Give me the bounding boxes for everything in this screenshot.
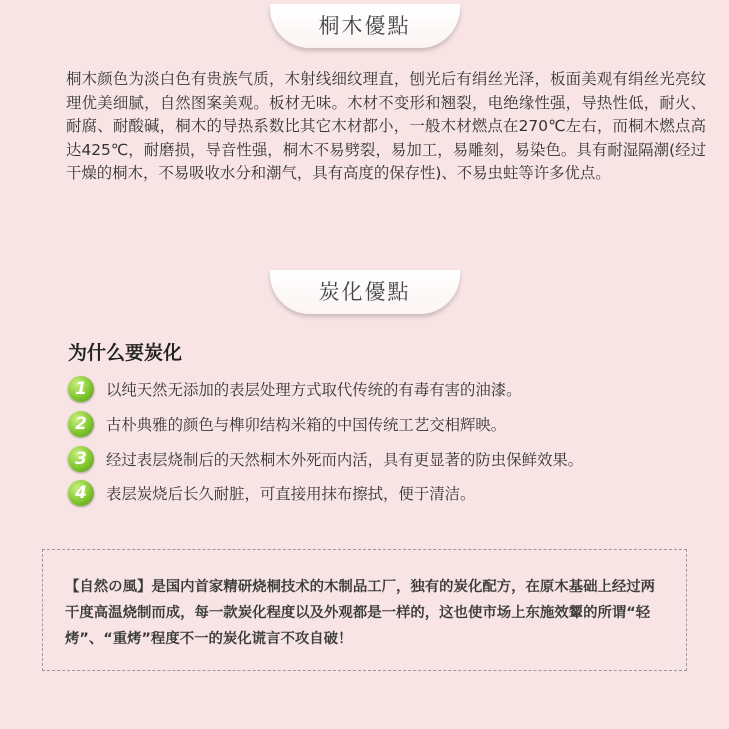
- section-header-carbonization: [270, 270, 460, 314]
- number-badge-icon: 3: [68, 446, 94, 472]
- why-carbonize-heading: 为什么要炭化: [68, 342, 183, 364]
- list-item-text: 表层炭烧后长久耐脏，可直接用抹布擦拭，便于清洁。: [106, 485, 476, 503]
- list-item: [68, 478, 475, 508]
- brand-notice-text: 【自然の風】是国内首家精研烧桐技术的木制品工厂，独有的炭化配方，在原木基础上经过两干度高温烧制而成，每一款炭化程度以及外观都是一样的，这也使市场上东施效颦的所谓“轻烤”、“重烤”程度不一的炭化谎言不攻自破！: [65, 579, 656, 647]
- list-item: [68, 444, 583, 474]
- brand-notice-box: [42, 549, 687, 671]
- number-badge-icon: 2: [68, 411, 94, 437]
- section-header-tung-wood: [270, 4, 460, 48]
- list-item-text: 经过表层烧制后的天然桐木外死而内活，具有更显著的防虫保鲜效果。: [106, 451, 584, 469]
- list-item-text: 古朴典雅的颜色与榫卯结构米箱的中国传统工艺交相辉映。: [106, 416, 507, 434]
- list-item: [68, 374, 522, 404]
- list-item-text: 以纯天然无添加的表层处理方式取代传统的有毒有害的油漆。: [106, 381, 522, 399]
- number-badge-icon: 1: [68, 376, 94, 402]
- tung-wood-description: 桐木颜色为淡白色有贵族气质，木射线细纹理直，刨光后有绢丝光泽，板面美观有绢丝光亮纹理优美细腻，自然图案美观。板材无味。木材不变形和翘裂，电绝缘性强，导热性低，耐火、耐腐、耐酸碱，桐木的导热系数比其它木材都小，一般木材燃点在270℃左右，而桐木燃点高达425℃，耐磨损，导音性强，桐木不易劈裂，易加工，易雕刻，易染色。具有耐湿隔潮(经过干燥的桐木，不易吸收水分和潮气，具有高度的保存性)、不易虫蛀等许多优点。: [66, 70, 706, 182]
- number-badge-icon: 4: [68, 480, 94, 506]
- section-title: 桐木優點: [318, 14, 411, 38]
- list-item: [68, 409, 506, 439]
- section-title: 炭化優點: [318, 280, 411, 304]
